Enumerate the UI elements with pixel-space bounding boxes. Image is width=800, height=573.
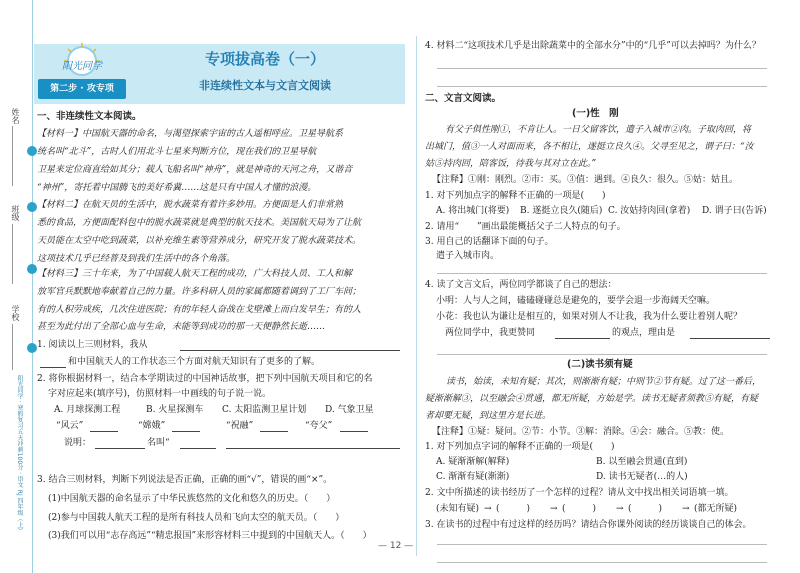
arrow: → (484, 504, 492, 514)
material-line: 统名叫“北斗”，古时人们用北斗七星来判断方位，现在我们的卫星导航 (37, 147, 317, 157)
passage-line: 者却要无疑，到这里方是长进。 (425, 411, 552, 421)
judge-item: (2)参与中国载人航天工程的是所有科技人员和飞向太空的航天员。（ ） (48, 513, 345, 523)
option-c: C. 太阳监测卫星计划 (222, 405, 307, 415)
name-kuafu: “夸父” (305, 421, 333, 431)
material-line: 卫星来定位商直给如其分；载人飞船名叫“神舟”，就是神奇的天河之舟，又谐音 (37, 165, 353, 175)
answer-blank[interactable] (690, 338, 770, 339)
question: 4. 读了文言文后，两位同学都谈了自己的想法： (425, 280, 617, 290)
process-step: (未知有疑) (436, 504, 480, 514)
annotation: 【注释】①刚：刚烈。②市：买。③值：遇到。④良久：很久。⑤姑：姑且。 (432, 175, 739, 185)
passage-line: 读书，始读，未知有疑；其次，则渐渐有疑；中则节②节有疑。过了这一番后， (446, 377, 762, 387)
question: 1. 对下列加点字词的解释不正确的一项是( ) (425, 442, 615, 452)
question: 1. 对下列加点字的解释不正确的一项是( ) (425, 191, 606, 201)
named-label: 名叫“ (147, 438, 170, 448)
explain-label: 说明： (64, 438, 92, 448)
section-heading: 二、文言文阅读。 (425, 93, 502, 104)
page-subtitle: 非连续性文本与文言文阅读 (199, 79, 331, 92)
option-a: A. 将出城门(将要) (436, 206, 510, 216)
arrow: → (682, 504, 690, 514)
subsection-title: (二)读书须有疑 (567, 359, 633, 370)
opinion-line: 两位同学中，我更赞同 (436, 328, 536, 338)
material-line: 有的人积劳成疾，几次住进医院；有的年轻人奋战在戈壁滩上而白发早生；有的人 (37, 305, 362, 315)
option-d: D. 气象卫星 (325, 405, 374, 415)
question: 3. 在读书的过程中有过这样的经历吗？请结合你课外阅读的经历谈谈自己的体会。 (425, 520, 752, 530)
binding-dot (27, 146, 37, 156)
opinion-line: 小明：人与人之间，磕磕碰碰总是避免的，要学会退一步海阔天空嘛。 (436, 296, 716, 306)
passage-line: 有父子俱性刚①，不肯让人。一日父留客饮，遣子入城市②肉。子取肉回，将 (445, 125, 752, 135)
arrow: → (616, 504, 624, 514)
material-line: 这项技术几乎已经普及到我们生活中的各个角落。 (37, 254, 236, 264)
judge-item: (1)中国航天器的命名显示了中华民族悠然的文化和悠久的历史。（ ） (48, 494, 336, 504)
material-line: 甚至为此付出了全部心血与生命，未能等到成功的那一天便静然长逝…… (37, 322, 326, 332)
question-2-cont: 字对应起来(填序号)，仿照材料一中画线的句子说一说。 (48, 389, 272, 399)
sidebar-series-text: 阳光同学 · 寒假复习五天冲刺100分 · 语文 RJ 四年级（上） (16, 375, 23, 534)
material-line: 放军官兵默默地奉献着自己的力量。许多科研人员的家属都随着调到了工厂车间； (37, 287, 362, 297)
name-fengyun: “风云” (56, 421, 84, 431)
material-line: 【材料一】中国航天器的命名，与渴望探索宇宙的古人遥相呼应。卫星导航系 (37, 129, 344, 139)
answer-blank[interactable] (180, 350, 400, 351)
process-step: (都无所疑) (694, 504, 738, 514)
brand-text: 阳光同学 (62, 61, 102, 72)
brand-badge (38, 43, 126, 83)
question: 2. 请用“ ”画出最能概括父子二人特点的句子。 (425, 222, 626, 232)
option-a: A. 月球探测工程 (54, 405, 121, 415)
option-a: A. 疑渐渐解(解释) (436, 457, 510, 467)
option-c: C. 渐渐有疑(渐渐) (436, 472, 510, 482)
judge-item: (3)我们可以用“志存高远”“精忠报国”来形容材料三中提到的中国航天人。（ ） (48, 531, 372, 541)
step-tag: 第二步 · 攻专项 (38, 79, 126, 99)
question: 2. 文中所描述的读书经历了一个怎样的过程？请从文中找出相关词语填一填。 (425, 488, 734, 498)
name-label: 姓名 (11, 108, 20, 124)
class-line (12, 224, 13, 284)
option-b: B. 遂挺立良久(随后) (520, 206, 603, 216)
answer-blank[interactable] (260, 431, 288, 432)
passage-line: 疑渐渐解③，以至融会④贯通，都无所疑，方始是学。读书无疑者须教⑤有疑，有疑 (425, 394, 759, 404)
name-change: “嫦娥” (138, 421, 166, 431)
answer-blank[interactable] (172, 431, 200, 432)
answer-blank[interactable] (90, 431, 118, 432)
binding-margin (0, 0, 33, 573)
column-divider (416, 36, 417, 556)
answer-blank[interactable] (95, 448, 145, 449)
process-step[interactable]: ( ) (628, 504, 663, 514)
binding-dot (27, 202, 37, 212)
school-line (12, 324, 13, 370)
answer-line[interactable] (437, 273, 767, 274)
answer-line[interactable] (437, 544, 767, 545)
school-label: 学校 (11, 305, 20, 321)
answer-line[interactable] (437, 562, 767, 563)
answer-blank[interactable] (555, 338, 610, 339)
option-d: D. 谓子曰(告诉) (702, 206, 767, 216)
question: 3. 用自己的话翻译下面的句子。 (425, 237, 554, 247)
passage-line: 姑⑤持肉回，陪客饭，待我与其对立在此。” (425, 159, 597, 169)
name-zhurong: “祝融” (226, 421, 254, 431)
answer-line[interactable] (437, 354, 767, 355)
question-2: 2. 将你根据材料一，结合本学期读过的中国神话故事，把下列中国航天项目和它的名 (37, 374, 373, 384)
page-number: — 12 — (378, 541, 414, 551)
option-b: B. 火星探测车 (146, 405, 204, 415)
material-line: 悉的食品，方便面配料包中的脱水蔬菜就是典型的航天技术。美国航天局为了让航 (37, 218, 362, 228)
binding-dot (27, 264, 37, 274)
section-heading: 一、非连续性文本阅读。 (37, 111, 142, 122)
opinion-line: 的观点，理由是 (612, 328, 676, 338)
answer-blank[interactable] (226, 448, 400, 449)
quoted-sentence: 遣子入城市肉。 (436, 251, 500, 261)
subsection-title: (一)性 刚 (572, 108, 619, 119)
annotation: 【注释】①疑：疑问。②节：小节。③解：消除。④会：融合。⑤教：使。 (432, 427, 730, 437)
material-line: 天员能在太空中吃到蔬菜，以补充维生素等营养成分，研究开发了脱水蔬菜技术。 (37, 236, 362, 246)
material-line: 【材料二】在航天员的生活中，脱水蔬菜有着许多妙用。方便面是人们非常熟 (37, 200, 344, 210)
class-label: 班级 (11, 205, 20, 221)
question-3: 3. 结合三则材料，判断下列说法是否正确，正确的画“√”，错误的画“×”。 (37, 475, 333, 485)
process-step[interactable]: ( ) (496, 504, 531, 514)
passage-line: 出城门，值③一人对面而来，各不相让，遂挺立良久④。父寻至见之，谓子曰：“汝 (425, 142, 754, 152)
question-1: 1. 阅读以上三则材料，我从 (37, 340, 148, 350)
option-d: D. 读书无疑者(…的人) (596, 472, 688, 482)
question-4: 4. 材料二“这项技术几乎是出除蔬菜中的全部水分”中的“几乎”可以去掉吗？为什么？ (425, 41, 761, 51)
option-b: B. 以至融会贯通(直到) (596, 457, 688, 467)
arrow: → (550, 504, 558, 514)
process-step[interactable]: ( ) (562, 504, 597, 514)
answer-blank[interactable] (40, 367, 66, 368)
material-line: “神州”，寄托着中国腾飞的美好希冀……这是只有中国人才懂的浪漫。 (37, 183, 317, 193)
binding-dot (27, 343, 37, 353)
question-1-cont: 和中国航天人的工作状态三个方面对航天知识有了更多的了解。 (68, 357, 321, 367)
option-c: C. 汝姑持肉回(拿着) (608, 206, 691, 216)
page-title: 专项拔高卷（一） (205, 50, 326, 68)
opinion-line: 小花：我也认为谦让是相互的，如果对别人不让我，我为什么要让着别人呢？ (436, 312, 743, 322)
answer-blank[interactable] (340, 431, 368, 432)
answer-line[interactable] (437, 86, 767, 87)
answer-line[interactable] (437, 68, 767, 69)
material-line: 【材料三】三十年来，为了中国载人航天工程的成功，广大科技人员、工人和解 (37, 269, 353, 279)
answer-blank[interactable] (180, 448, 216, 449)
name-line (12, 126, 13, 186)
